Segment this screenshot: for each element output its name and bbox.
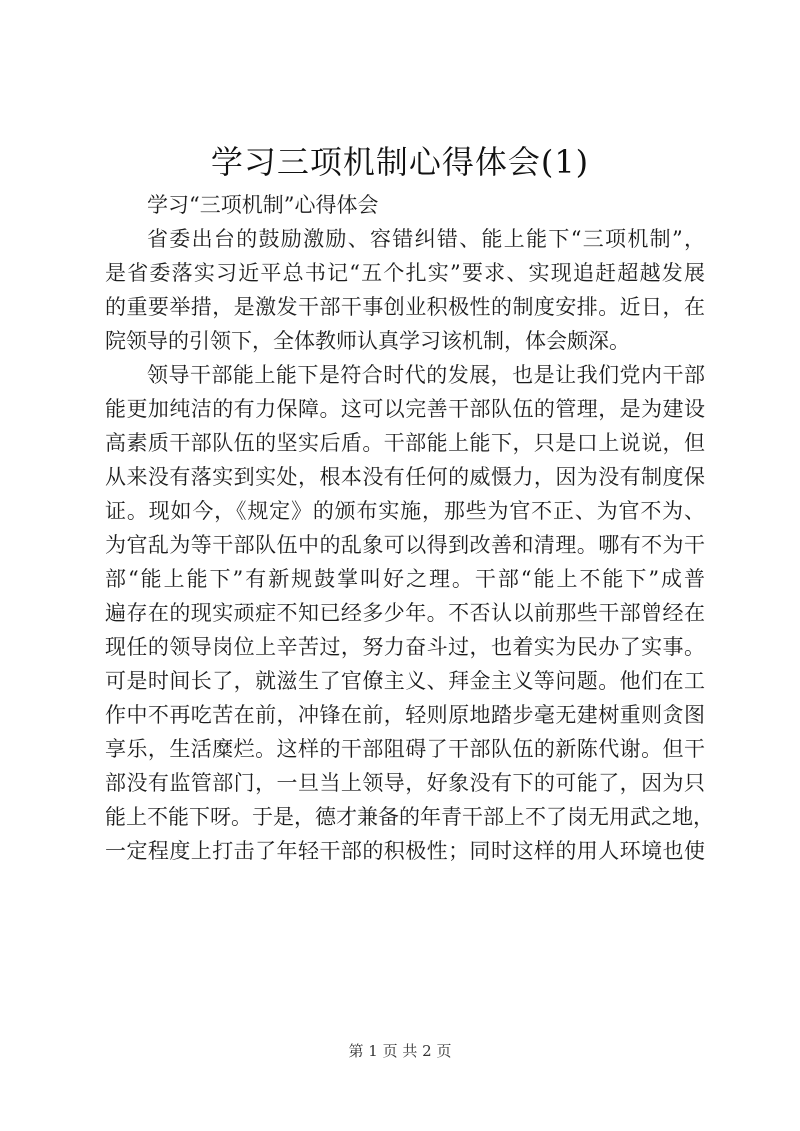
text-line: 省委出台的鼓励激励、容错纠错、能上能下“三项机制”，: [147, 227, 705, 251]
text-line: 可是时间长了，就滋生了官僚主义、拜金主义等问题。他们在工: [105, 669, 705, 693]
text-line: 一定程度上打击了年轻干部的积极性；同时这样的用人环境也使: [105, 839, 705, 863]
text-line: 现任的领导岗位上辛苦过，努力奋斗过，也着实为民办了实事。: [105, 635, 705, 659]
page-footer: 第 1 页 共 2 页: [348, 1042, 452, 1060]
text-line: 能上不能下呀。于是，德才兼备的年青干部上不了岗无用武之地，: [105, 805, 714, 829]
text-line: 作中不再吃苦在前，冲锋在前，轻则原地踏步毫无建树重则贪图: [105, 703, 705, 727]
text-line: 从来没有落实到实处，根本没有任何的威慑力，因为没有制度保: [105, 465, 705, 489]
text-line: 为官乱为等干部队伍中的乱象可以得到改善和清理。哪有不为干: [105, 533, 705, 557]
text-line: 的重要举措，是激发干部干事创业积极性的制度安排。近日，在: [105, 295, 705, 319]
text-line: 领导干部能上能下是符合时代的发展，也是让我们党内干部: [147, 363, 705, 387]
text-line: 是省委落实习近平总书记“五个扎实”要求、实现追赶超越发展: [105, 261, 705, 285]
text-line: 享乐，生活糜烂。这样的干部阻碍了干部队伍的新陈代谢。但干: [105, 737, 705, 761]
text-line: 部“能上能下”有新规鼓掌叫好之理。干部“能上不能下”成普: [105, 567, 705, 591]
text-line: 高素质干部队伍的坚实后盾。干部能上能下，只是口上说说，但: [105, 431, 705, 455]
document-body: [105, 188, 714, 868]
text-line: 遍存在的现实顽症不知已经多少年。不否认以前那些干部曾经在: [105, 601, 705, 625]
text-line: 证。现如今，《规定》的颁布实施，那些为官不正、为官不为、: [105, 499, 705, 523]
text-line: 学习“三项机制”心得体会: [147, 193, 379, 217]
text-line: 院领导的引领下，全体教师认真学习该机制，体会颇深。: [105, 329, 630, 353]
text-line: 部没有监管部门，一旦当上领导，好象没有下的可能了，因为只: [105, 771, 705, 795]
text-line: 能更加纯洁的有力保障。这可以完善干部队伍的管理，是为建设: [105, 397, 705, 421]
document-title: 学习三项机制心得体会(1): [210, 143, 590, 181]
